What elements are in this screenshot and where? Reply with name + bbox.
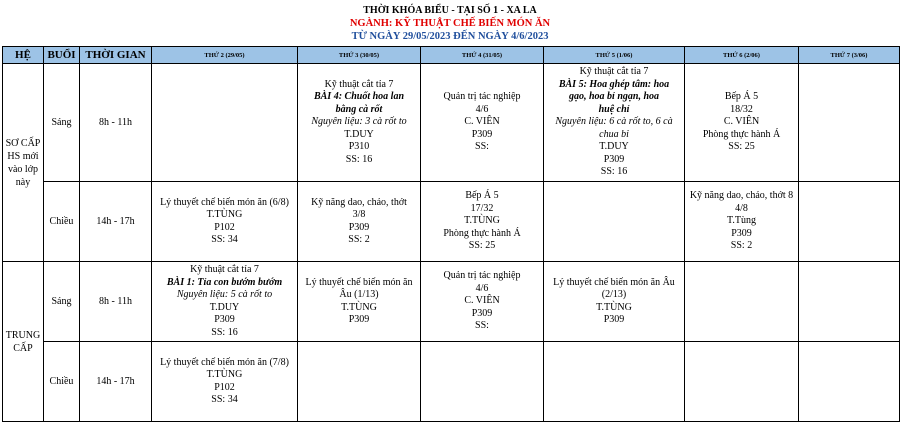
cell-trung-cap-chieu-thu-6 (685, 342, 799, 422)
cell-so-cap-sang-thu-3 (298, 64, 421, 182)
time-chieu: 14h - 17h (80, 182, 152, 262)
cell-line: T.TÙNG (464, 215, 500, 227)
header-row (3, 47, 900, 64)
row-trung-cap-chieu (3, 342, 900, 422)
cell-so-cap-chieu-thu-7 (799, 182, 900, 262)
cell-line: 3/8 (352, 209, 366, 220)
cell-line: Lý thuyết chế biến món ăn (6/8) (160, 196, 289, 208)
cell-trung-cap-sang-thu-3 (298, 262, 421, 342)
cell-line: Bếp Á 5 (724, 91, 759, 103)
col-thu-2: THỨ 2 (29/05) (152, 47, 298, 64)
cell-line: Nguyên liệu: 5 cà rốt to (176, 289, 273, 300)
cell-line: Kỹ thuật cắt tỉa 7 (190, 264, 259, 275)
session-sang: Sáng (44, 64, 80, 182)
session-chieu: Chiều (44, 342, 80, 422)
group-trung-cap: TRUNG CẤP (3, 262, 44, 422)
cell-line: SS: (475, 141, 489, 153)
cell-line: Kỹ thuật cắt tỉa 7 (579, 66, 649, 78)
cell-line: Âu (1/13) (339, 289, 379, 300)
cell-so-cap-chieu-thu-2 (152, 182, 298, 262)
col-buoi: BUỔI (44, 47, 80, 64)
cell-line: SS: 25 (728, 141, 755, 153)
time-sang: 8h - 11h (80, 64, 152, 182)
cell-trung-cap-sang-thu-7 (799, 262, 900, 342)
cell-so-cap-chieu-thu-5 (544, 182, 685, 262)
cell-trung-cap-sang-thu-5 (544, 262, 685, 342)
cell-line: Lý thuyết chế biến món ăn Âu (553, 276, 675, 288)
cell-line: SS: 2 (730, 240, 753, 252)
cell-line: huệ chỉ (598, 103, 630, 115)
schedule-title: THỜI KHÓA BIỂU - TẠI SỐ 1 - XA LA (363, 5, 537, 16)
cell-so-cap-sang-thu-2 (152, 64, 298, 182)
schedule-major: NGÀNH: KỸ THUẬT CHẾ BIẾN MÓN ĂN (349, 18, 551, 29)
cell-line: Nguyên liệu: 3 cà rốt to (311, 116, 407, 128)
cell-line: SS: (475, 320, 489, 332)
cell-line: T.TÙNG (206, 209, 243, 220)
cell-line: 4/6 (475, 103, 489, 115)
cell-so-cap-chieu-thu-4 (421, 182, 544, 262)
row-so-cap-sang (3, 64, 900, 182)
cell-trung-cap-sang-thu-2 (152, 262, 298, 342)
cell-line: Phòng thực hành Á (702, 128, 781, 140)
cell-line: BÀI 1: Tỉa con bướm bướm (166, 276, 283, 288)
col-thu-5: THỨ 5 (1/06) (544, 47, 685, 64)
cell-so-cap-chieu-thu-6 (685, 182, 799, 262)
cell-line: P309 (603, 314, 625, 325)
timetable (2, 46, 900, 422)
cell-line: SS: 2 (348, 234, 370, 245)
cell-line: T.DUY (344, 128, 374, 140)
session-chieu: Chiều (44, 182, 80, 262)
cell-line: Lý thuyết chế biến món ăn (7/8) (160, 356, 289, 368)
cell-trung-cap-chieu-thu-4 (421, 342, 544, 422)
time-chieu: 14h - 17h (80, 342, 152, 422)
session-sang: Sáng (44, 262, 80, 342)
cell-trung-cap-chieu-thu-5 (544, 342, 685, 422)
cell-line: Kỹ thuật cắt tỉa 7 (324, 78, 394, 90)
cell-line: BÀI 5: Hoa ghép tâm: hoa (558, 78, 670, 90)
schedule-header (0, 0, 900, 44)
cell-line: chua bi (599, 128, 629, 140)
time-sang: 8h - 11h (80, 262, 152, 342)
cell-line: P102 (214, 221, 235, 233)
col-thu-3: THỨ 3 (30/05) (298, 47, 421, 64)
cell-line: C. VIÊN (723, 116, 760, 128)
cell-line: T.DUY (599, 141, 629, 153)
col-thu-6: THỨ 6 (2/06) (685, 47, 799, 64)
row-so-cap-chieu (3, 182, 900, 262)
col-he: HỆ (3, 47, 44, 64)
cell-line: Kỹ năng dao, chảo, thớt 8 (689, 190, 794, 202)
cell-line: P102 (214, 381, 235, 393)
cell-line: Nguyên liệu: 6 cà rốt to, 6 cà (555, 116, 673, 128)
cell-line: T.TÙNG (341, 301, 377, 313)
cell-line: (2/13) (601, 289, 627, 300)
cell-line: P309 (348, 314, 370, 325)
cell-trung-cap-chieu-thu-3 (298, 342, 421, 422)
cell-so-cap-sang-thu-6 (685, 64, 799, 182)
group-so-cap: SƠ CẤP HS mới vào lớp này (3, 64, 44, 262)
cell-line: C. VIÊN (464, 295, 500, 307)
cell-line: T.Tùng (727, 215, 756, 227)
cell-line: 4/6 (475, 282, 489, 294)
cell-line: SS: 34 (211, 394, 238, 405)
cell-line: 18/32 (730, 103, 753, 115)
cell-line: T.TÙNG (206, 369, 243, 380)
row-trung-cap-sang (3, 262, 900, 342)
cell-so-cap-sang-thu-5 (544, 64, 685, 182)
col-thu-4: THỨ 4 (31/05) (421, 47, 544, 64)
cell-line: P309 (603, 153, 625, 165)
cell-trung-cap-chieu-thu-2 (152, 342, 298, 422)
cell-line: P310 (348, 141, 370, 153)
cell-line: Quản trị tác nghiệp (443, 91, 521, 103)
cell-line: bằng cà rốt (335, 103, 383, 115)
cell-line: SS: 16 (211, 326, 238, 338)
cell-line: SS: 16 (600, 166, 628, 178)
cell-line: Lý thuyết chế biến món ăn (305, 276, 413, 288)
cell-line: Phòng thực hành Á (443, 227, 521, 239)
cell-line: Quản trị tác nghiệp (443, 270, 521, 282)
cell-line: C. VIÊN (464, 116, 500, 128)
cell-line: SS: 16 (345, 153, 373, 165)
cell-line: BÀI 4: Chuốt hoa lan (313, 91, 405, 103)
cell-line: SS: 34 (211, 234, 238, 245)
cell-line: T.TÙNG (596, 301, 632, 313)
col-thoigian: THỜI GIAN (80, 47, 152, 64)
cell-line: SS: 25 (468, 240, 496, 252)
cell-trung-cap-sang-thu-4 (421, 262, 544, 342)
cell-line: P309 (731, 227, 752, 239)
cell-line: 17/32 (470, 202, 494, 214)
cell-line: P309 (214, 314, 235, 325)
schedule-date-range: TỪ NGÀY 29/05/2023 ĐẾN NGÀY 4/6/2023 (351, 31, 549, 42)
cell-so-cap-sang-thu-4 (421, 64, 544, 182)
cell-trung-cap-chieu-thu-7 (799, 342, 900, 422)
cell-so-cap-chieu-thu-3 (298, 182, 421, 262)
cell-line: Kỹ năng dao, chảo, thớt (311, 196, 407, 208)
cell-line: P309 (471, 128, 493, 140)
cell-so-cap-sang-thu-7 (799, 64, 900, 182)
cell-line: 4/8 (735, 202, 748, 214)
cell-trung-cap-sang-thu-6 (685, 262, 799, 342)
cell-line: gạo, hoa bỉ ngạn, hoa (568, 91, 660, 103)
cell-line: P309 (471, 307, 493, 319)
col-thu-7: THỨ 7 (3/06) (799, 47, 900, 64)
cell-line: Bếp Á 5 (465, 190, 499, 202)
cell-line: P309 (348, 221, 370, 233)
cell-line: T.DUY (209, 301, 240, 313)
